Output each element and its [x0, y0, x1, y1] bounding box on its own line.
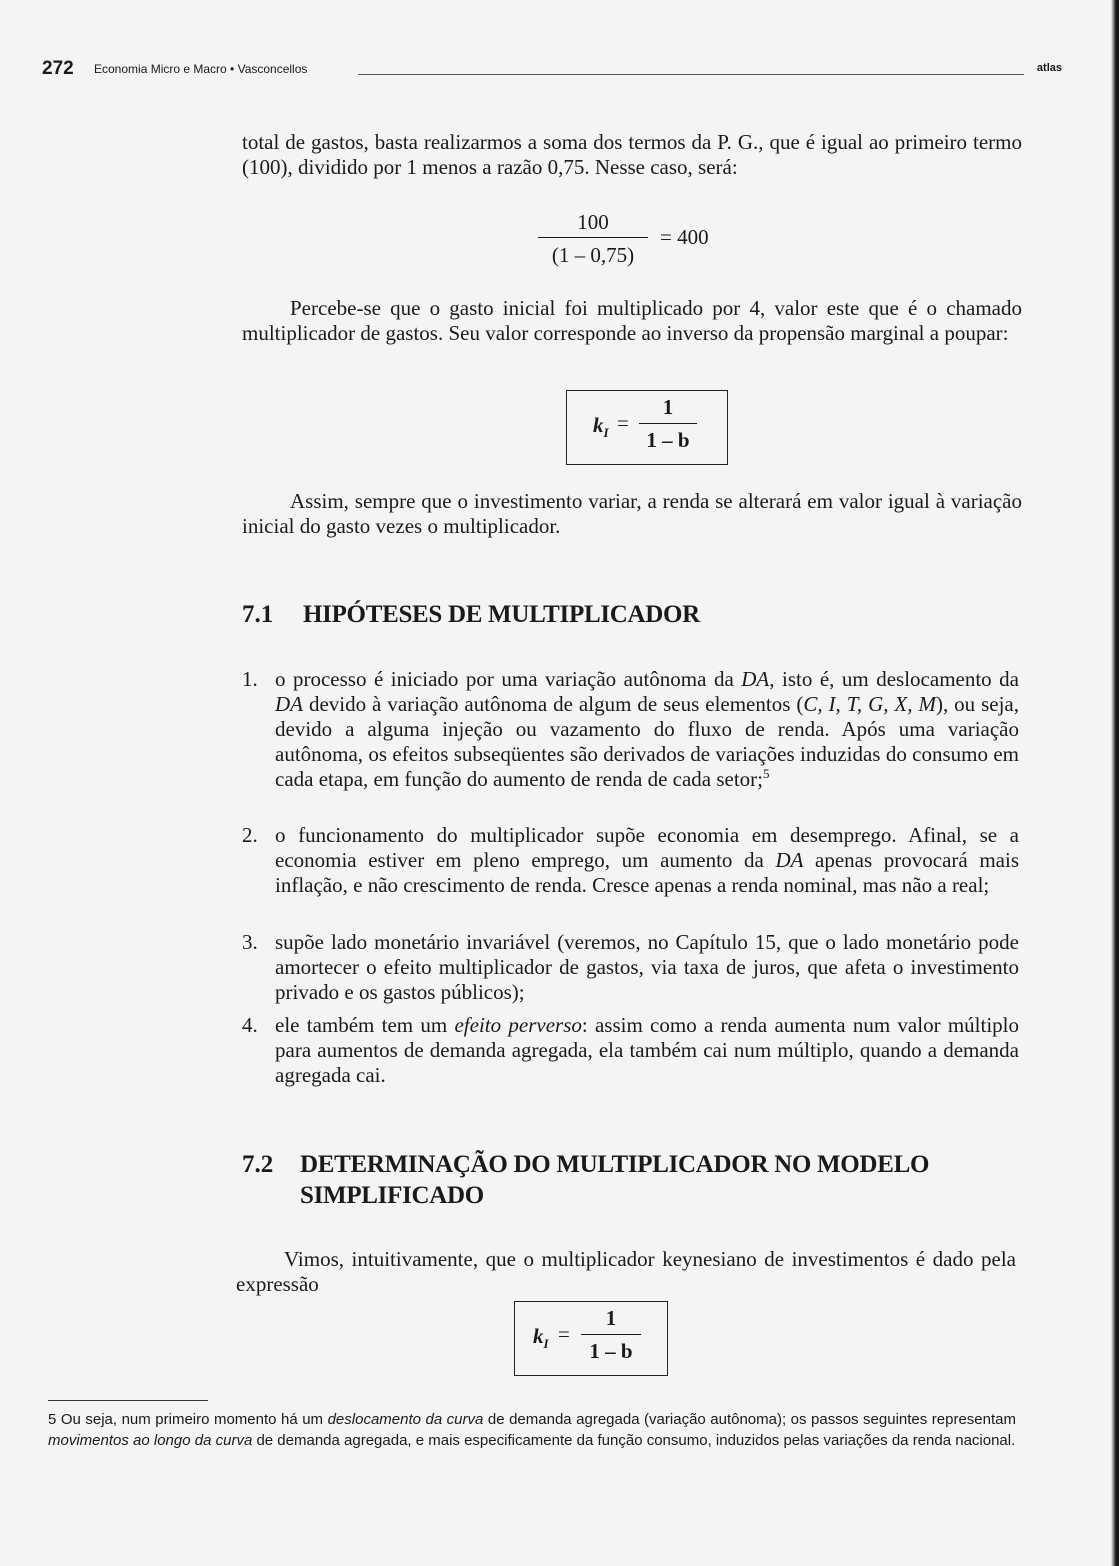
paragraph-multiplier: Percebe-se que o gasto inicial foi multiplicado por 4, valor este que é o chamado multiplicador de gastos. Seu valor corresponde ao inverso da propensão marginal a poupar: [242, 296, 1022, 345]
list-item-text: o funcionamento do multiplicador supõe economia em desemprego. Afinal, se a economia estiver em pleno emprego, um aumento da DA apenas provocará mais inflação, e não crescimento de renda. Cresce apenas a renda nominal, mas não a real; [275, 823, 1019, 897]
list-item-text: ele também tem um efeito perverso: assim como a renda aumenta num valor múltiplo para aumentos de demanda agregada, ela também cai num múltiplo, quando a demanda agregada cai. [275, 1013, 1019, 1087]
formula-denominator: 1 – b [646, 428, 690, 452]
multiplier-formula-box [566, 390, 728, 465]
fraction-bar [538, 237, 648, 238]
equation-result: = 400 [660, 225, 709, 249]
footnote-5: 5 Ou seja, num primeiro momento há um deslocamento da curva de demanda agregada (variação autônoma); os passos seguintes representam movimentos ao longo da curva de demanda agregada, e mais especificamente da função consumo, induzidos pelas variações da renda nacional. [48, 1411, 1016, 1449]
section-heading-7-1 [242, 600, 1022, 630]
formula-equals: = [617, 411, 629, 435]
section-number: 7.1 [242, 601, 274, 628]
multiplier-formula-box [514, 1301, 668, 1376]
paragraph-investment: Assim, sempre que o investimento variar, a renda se alterará em valor igual à variação inicial do gasto vezes o multiplicador. [242, 489, 1022, 538]
section-title: HIPÓTESES DE MULTIPLICADOR [303, 601, 700, 628]
equation-denominator: (1 – 0,75) [551, 243, 635, 267]
section-title-line-1: DETERMINAÇÃO DO MULTIPLICADOR NO MODELO [300, 1151, 930, 1178]
section-heading-7-2 [242, 1150, 1022, 1210]
footnote-reference: 5 [763, 766, 770, 781]
publisher-logo: atlas [1036, 62, 1062, 74]
formula-numerator: 1 [605, 1306, 617, 1330]
formula-numerator: 1 [662, 395, 674, 419]
header-rule [358, 74, 1024, 75]
list-item-number: 3. [242, 930, 258, 954]
running-header [42, 58, 1062, 80]
list-item [242, 823, 1022, 923]
list-item-number: 4. [242, 1013, 258, 1037]
formula-lhs: $k_I$ [593, 413, 609, 440]
equation-total-spending [538, 210, 738, 268]
section-number: 7.2 [242, 1151, 274, 1178]
formula-denominator: 1 – b [589, 1339, 633, 1363]
section-title-line-2: SIMPLIFICADO [300, 1182, 484, 1209]
list-item-number: 2. [242, 823, 258, 847]
list-item-text: supõe lado monetário invariável (veremos, no Capítulo 15, que o lado monetário pode amortecer o efeito multiplicador de gastos, via taxa de juros, que afeta o investimento privado e os gastos públicos); [275, 930, 1019, 1004]
formula-lhs: $k_I$ [533, 1324, 549, 1351]
paragraph-intro: total de gastos, basta realizarmos a soma dos termos da P. G., que é igual ao primeiro termo (100), dividido por 1 menos a razão 0,75. Nesse caso, será: [242, 130, 1022, 179]
list-item [242, 930, 1022, 1005]
equation-numerator: 100 [577, 210, 609, 234]
book-title: Economia Micro e Macro • Vasconcellos [94, 62, 308, 76]
list-item-text: o processo é iniciado por uma variação autônoma da DA, isto é, um deslocamento da DA devido à variação autônoma de algum de seus elementos (C, I, T, G, X, M), ou seja, devido a alguma injeção ou vazamento do fluxo de renda. Após uma variação autônoma, os efeitos subseqüentes são derivados de variações induzidas do consumo em cada etapa, em função do aumento de renda de cada setor;$^5$ [275, 667, 1019, 791]
list-item [242, 667, 1022, 817]
formula-fraction-bar [639, 423, 697, 424]
page-edge-shadow [1111, 0, 1119, 1566]
list-item-number: 1. [242, 667, 258, 691]
paragraph-keynesian: Vimos, intuitivamente, que o multiplicador keynesiano de investimentos é dado pela expressão [236, 1247, 1016, 1296]
formula-equals: = [558, 1322, 570, 1346]
footnote-rule [48, 1400, 208, 1401]
page-number: 272 [42, 58, 74, 79]
formula-fraction-bar [581, 1334, 641, 1335]
list-item [242, 1013, 1022, 1088]
